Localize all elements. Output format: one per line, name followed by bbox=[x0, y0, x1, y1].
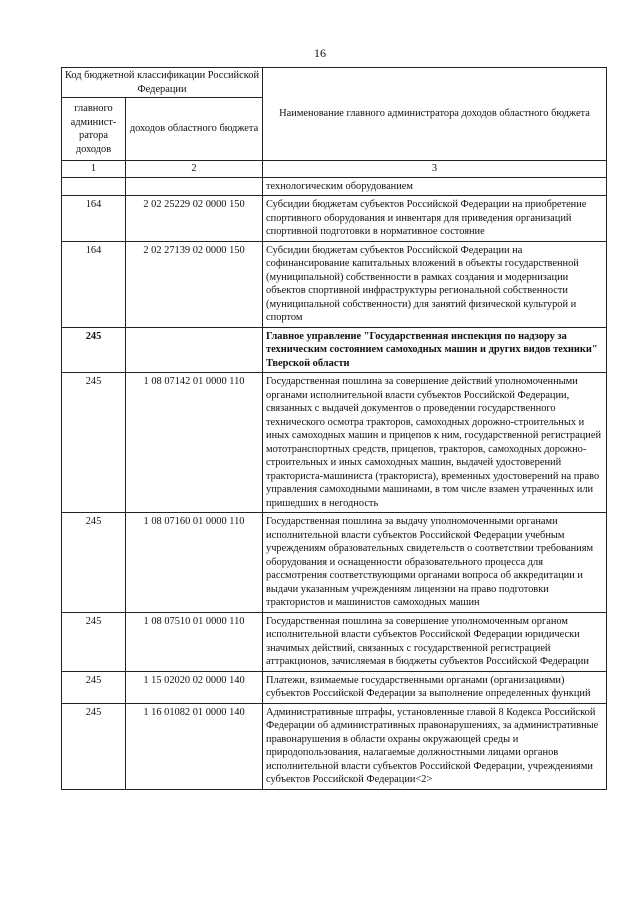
header-admin-cell: главного админист-ратора доходов bbox=[62, 98, 126, 161]
table-row bbox=[62, 513, 607, 613]
header-income-cell: доходов областного бюджета bbox=[126, 98, 263, 161]
column-number-row bbox=[62, 161, 607, 178]
column-number-2: 2 bbox=[126, 161, 263, 178]
budget-code-cell: 1 08 07510 01 0000 110 bbox=[126, 612, 263, 671]
name-cell: Платежи, взимаемые государственными органами (организациями) субъектов Российской Федерации за выполнение определенных функций bbox=[263, 671, 607, 703]
admin-code-cell: 245 bbox=[62, 671, 126, 703]
header-name-cell: Наименование главного администратора доходов областного бюджета bbox=[263, 68, 607, 161]
admin-code-cell: 245 bbox=[62, 513, 126, 613]
admin-code-cell: 164 bbox=[62, 196, 126, 242]
header-row-group bbox=[62, 68, 607, 98]
budget-code-cell: 1 08 07160 01 0000 110 bbox=[126, 513, 263, 613]
name-cell: Государственная пошлина за совершение действий уполномоченными органами исполнительной власти субъектов Российской Федерации, связанных с выдачей документов о проведении государственного технического осмотра тракторов, самоходных дорожно-строительных и иных самоходных машин и прицепов к ним, государственной регистрацией мототранспортных средств, прицепов, тракторов, самоходных дорожно-строительных и иных самоходных машин, выдачей удостоверений тракториста-машиниста (тракториста), временных удостоверений на право управления самоходными машинами, в том числе взамен утраченных или пришедших в негодность bbox=[263, 373, 607, 513]
table-row bbox=[62, 241, 607, 327]
name-cell: Субсидии бюджетам субъектов Российской Федерации на приобретение спортивного оборудования и инвентаря для приведения организаций спортивной подготовки в нормативное состояние bbox=[263, 196, 607, 242]
column-number-3: 3 bbox=[263, 161, 607, 178]
page-number: 16 bbox=[314, 46, 326, 60]
table-row bbox=[62, 612, 607, 671]
column-number-1: 1 bbox=[62, 161, 126, 178]
name-cell: технологическим оборудованием bbox=[263, 177, 607, 196]
name-cell: Государственная пошлина за совершение уполномоченным органом исполнительной власти субъектов Российской Федерации юридически значимых действий, связанных с государственной регистрацией аттракционов, зачисляемая в бюджеты субъектов Российской Федерации bbox=[263, 612, 607, 671]
budget-code-cell bbox=[126, 327, 263, 373]
admin-code-cell bbox=[62, 177, 126, 196]
budget-code-cell: 1 16 01082 01 0000 140 bbox=[126, 703, 263, 789]
admin-code-cell: 245 bbox=[62, 612, 126, 671]
budget-classification-table bbox=[61, 67, 607, 790]
admin-code-cell: 245 bbox=[62, 373, 126, 513]
name-cell: Главное управление "Государственная инспекция по надзору за техническим состоянием самоходных машин и других видов техники" Тверской области bbox=[263, 327, 607, 373]
table-row bbox=[62, 196, 607, 242]
name-cell: Государственная пошлина за выдачу уполномоченными органами исполнительной власти субъектов Российской Федерации учебным учреждениям образовательных свидетельств о соответствии требованиям оборудования и оснащенности образовательного процесса для рассмотрения соответствующими органами вопроса об аккредитации и выдачи указанным учреждениям лицензии на право подготовки трактористов и машинистов самоходных машин bbox=[263, 513, 607, 613]
table-row bbox=[62, 327, 607, 373]
budget-code-cell: 2 02 25229 02 0000 150 bbox=[126, 196, 263, 242]
admin-code-cell: 245 bbox=[62, 327, 126, 373]
admin-code-cell: 245 bbox=[62, 703, 126, 789]
header-group-cell: Код бюджетной классификации Российской Федерации bbox=[62, 68, 263, 98]
budget-code-cell: 2 02 27139 02 0000 150 bbox=[126, 241, 263, 327]
table-row bbox=[62, 373, 607, 513]
table-row bbox=[62, 177, 607, 196]
admin-code-cell: 164 bbox=[62, 241, 126, 327]
table-row bbox=[62, 703, 607, 789]
budget-code-cell: 1 15 02020 02 0000 140 bbox=[126, 671, 263, 703]
name-cell: Субсидии бюджетам субъектов Российской Федерации на софинансирование капитальных вложений в объекты государственной (муниципальной) собственности в рамках создания и модернизации объектов спортивной инфраструктуры региональной собственности (муниципальной собственности) для занятий физической культурой и спортом bbox=[263, 241, 607, 327]
table-row bbox=[62, 671, 607, 703]
budget-code-cell bbox=[126, 177, 263, 196]
name-cell: Административные штрафы, установленные главой 8 Кодекса Российской Федерации об административных правонарушениях, за административные правонарушения в области охраны окружающей среды и природопользования, налагаемые должностными лицами органов исполнительной власти субъектов Российской Федерации, учреждениями субъектов Российской Федерации<2> bbox=[263, 703, 607, 789]
budget-code-cell: 1 08 07142 01 0000 110 bbox=[126, 373, 263, 513]
